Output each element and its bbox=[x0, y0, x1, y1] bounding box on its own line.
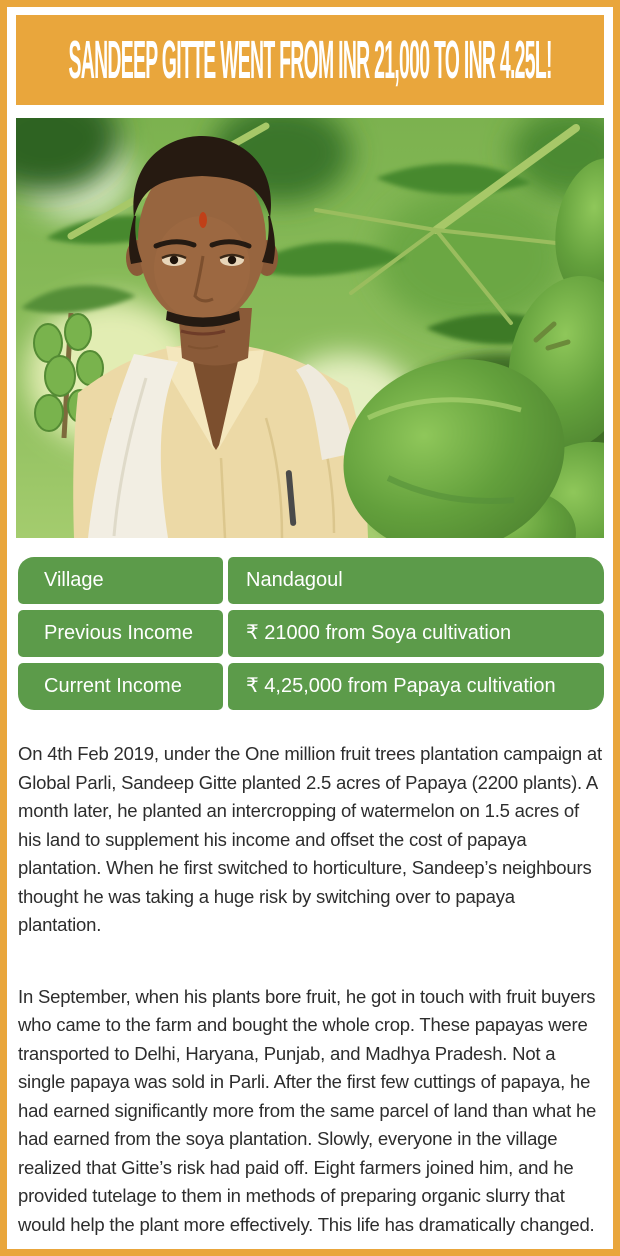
info-table bbox=[18, 557, 604, 710]
tilak-mark bbox=[199, 212, 207, 228]
info-label-previous-income: Previous Income bbox=[18, 610, 223, 657]
farmer-photo bbox=[16, 118, 604, 538]
page-title: SANDEEP GITTE WENT FROM INR 21,000 TO INR 4.25L! bbox=[68, 30, 552, 90]
story-section bbox=[18, 740, 602, 1239]
header-banner bbox=[16, 15, 604, 105]
info-value-previous-income: ₹ 21000 from Soya cultivation bbox=[228, 610, 604, 657]
story-paragraph-1: On 4th Feb 2019, under the One million fruit trees plantation campaign at Global Parli, Sandeep Gitte planted 2.5 acres of Papaya (2200 plants). A month later, he planted an intercropping of watermelon on 1.5 acres of his land to supplement his income and offset the cost of papaya plantation. When he first switched to horticulture, Sandeep’s neighbours thought he was taking a huge risk by switching over to papaya plantation. bbox=[18, 743, 602, 935]
info-label-village: Village bbox=[18, 557, 223, 604]
story-paragraph-2: In September, when his plants bore fruit, he got in touch with fruit buyers who came to the farm and bought the whole crop. These papayas were transported to Delhi, Haryana, Punjab, and Madhya Pradesh. Not a single papaya was sold in Parli. After the first few cuttings of papaya, he had earned significantly more from the same parcel of land than what he had earned from the soya plantation. Slowly, everyone in the village realized that Gitte’s risk had paid off. Eight farmers joined him, and he provided tutelage to them in methods of preparing organic slurry that would help the plant more effectively. This life has dramatically changed. bbox=[18, 985, 597, 1235]
info-label-current-income: Current Income bbox=[18, 663, 223, 710]
info-value-village: Nandagoul bbox=[228, 557, 604, 604]
farmer-photo-illustration bbox=[16, 118, 604, 538]
info-value-current-income: ₹ 4,25,000 from Papaya cultivation bbox=[228, 663, 604, 710]
